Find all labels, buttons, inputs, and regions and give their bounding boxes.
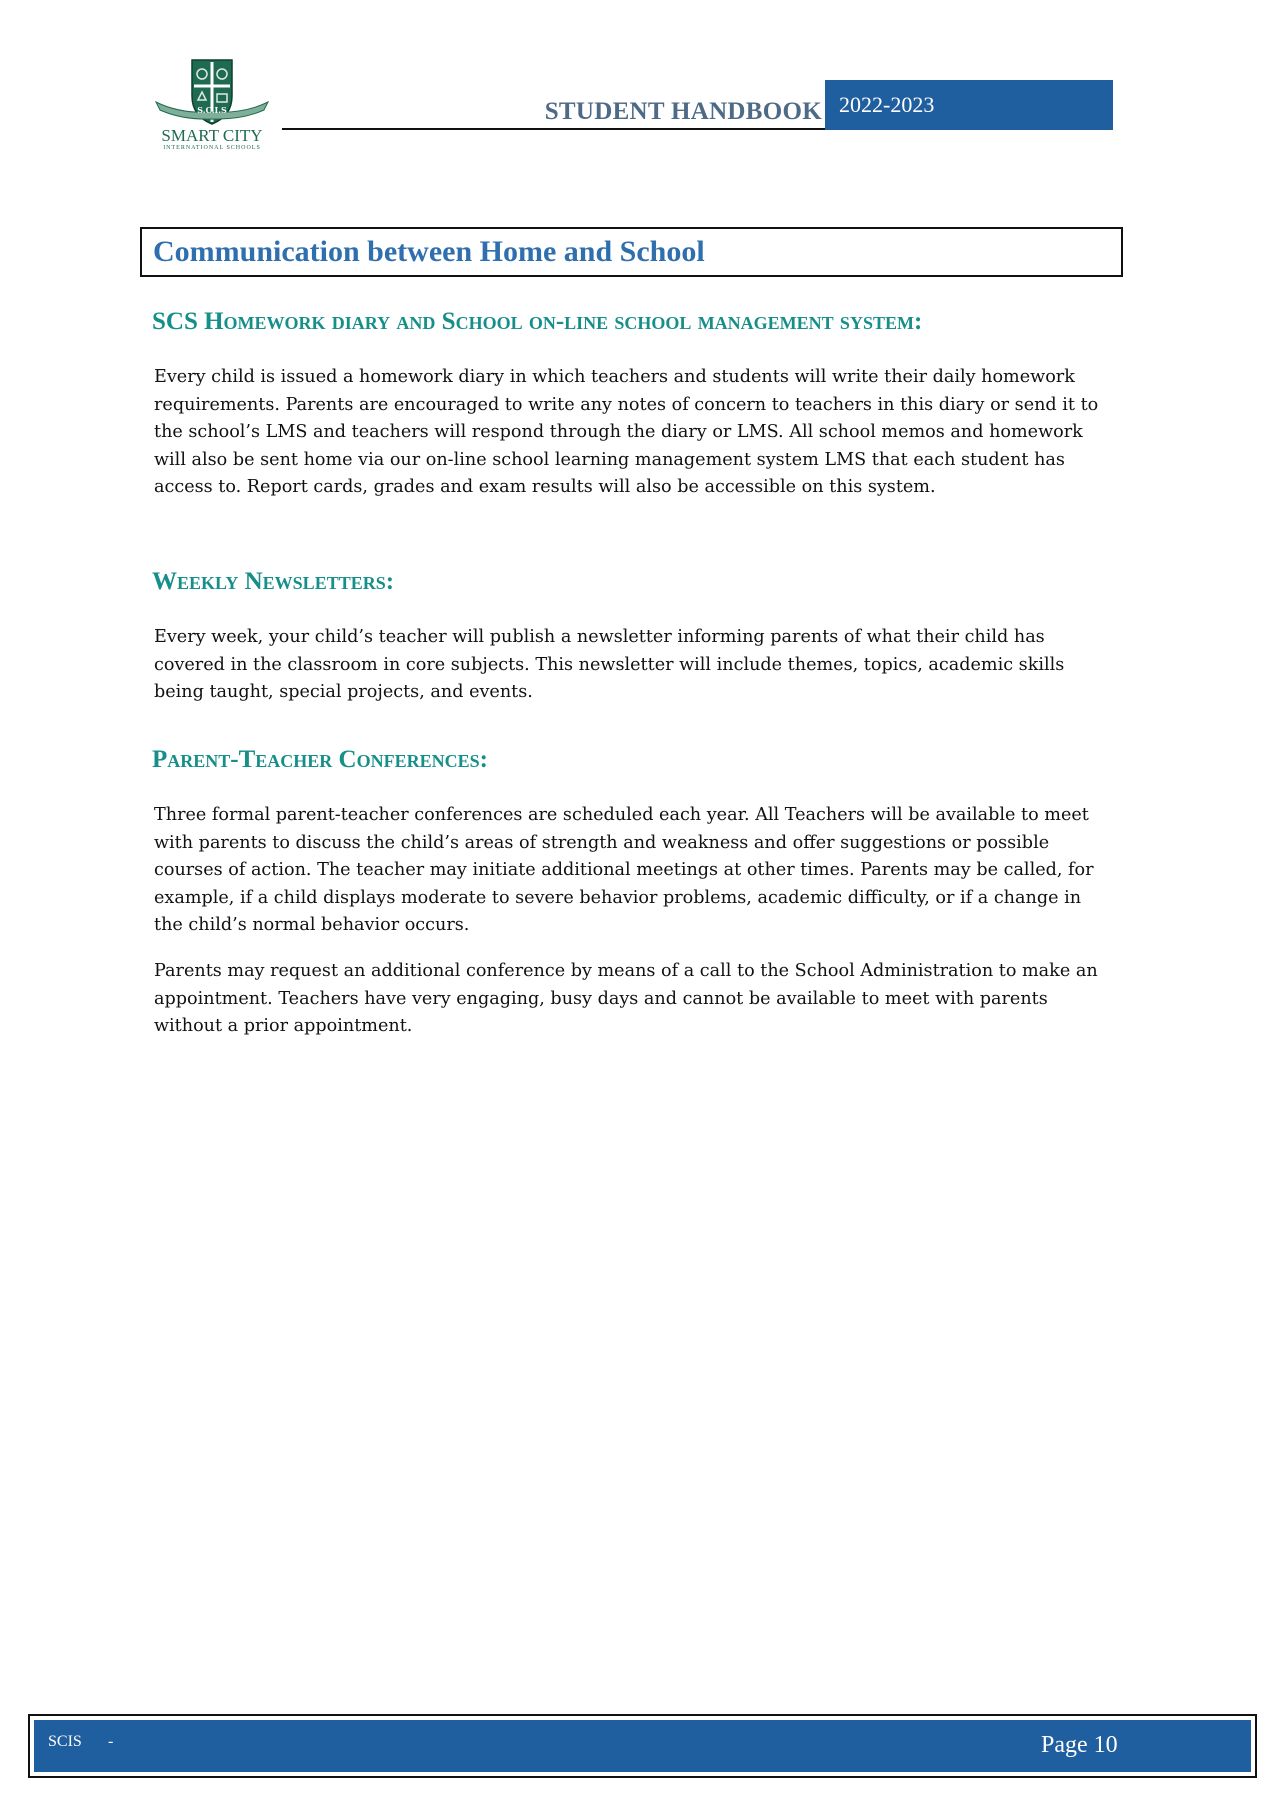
subheading-homework-diary: SCS Homework diary and School on-line school management system: xyxy=(152,308,923,335)
logo-subtitle: INTERNATIONAL SCHOOLS xyxy=(163,145,261,151)
subheading-parent-teacher-conferences: Parent-Teacher Conferences: xyxy=(152,746,488,773)
paragraph-weekly-newsletters: Every week, your child’s teacher will publish a newsletter informing parents of what their child has covered in the classroom in core subjects. This newsletter will include themes, topics, academic skills being taught, special projects, and events. xyxy=(154,627,1065,703)
paragraph-conferences-request: Parents may request an additional conference by means of a call to the School Administration to make an appointment. Teachers have very engaging, busy days and cannot be available to meet with parents without a prior appointment. xyxy=(154,961,1098,1037)
handbook-title: STUDENT HANDBOOK xyxy=(544,98,822,125)
footer-school-code: SCIS xyxy=(48,1733,82,1750)
handbook-year: 2022-2023 xyxy=(825,80,1113,130)
section-title: Communication between Home and School xyxy=(140,227,1123,277)
school-logo xyxy=(150,56,274,156)
subheading-weekly-newsletters: Weekly Newsletters: xyxy=(152,568,395,595)
paragraph-homework-diary: Every child is issued a homework diary in which teachers and students will write their daily homework requirements. Parents are encouraged to write any notes of concern to teachers in this diary or send it to the school’s LMS and teachers will respond through the diary or LMS. All school memos and homework will also be sent home via our on-line school learning management system LMS that each student has access to. Report cards, grades and exam results will also be accessible on this system. xyxy=(154,367,1099,498)
footer-separator: - xyxy=(108,1733,114,1750)
page-number: Page 10 xyxy=(1041,1732,1118,1758)
logo-name: SMART CITY xyxy=(161,126,263,145)
paragraph-conferences-schedule: Three formal parent-teacher conferences are scheduled each year. All Teachers will be available to meet with parents to discuss the child’s areas of strength and weakness and offer suggestions or possible courses of action. The teacher may initiate additional meetings at other times. Parents may be called, for example, if a child displays moderate to severe behavior problems, academic difficulty, or if a change in the child’s normal behavior occurs. xyxy=(154,805,1094,936)
header-rule xyxy=(282,128,826,130)
logo-initials: S.C.I.S xyxy=(197,105,227,115)
